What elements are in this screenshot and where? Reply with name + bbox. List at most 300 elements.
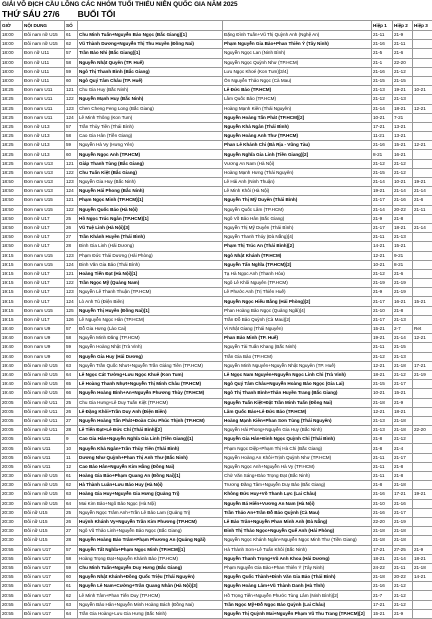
set-2-score: 8-21 <box>393 260 413 269</box>
table-row <box>1 306 432 315</box>
match-time: 18:25 <box>1 141 23 150</box>
match-number: 57 <box>65 325 78 334</box>
event-name: Đơn nữ U13 <box>23 122 65 131</box>
set-1-score: 11-21 <box>372 132 393 141</box>
player-b: Phan Bảo Minh (TP. Huế) <box>223 334 372 343</box>
table-row <box>1 352 432 361</box>
match-time: 18:25 <box>1 159 23 168</box>
set-1-score: 21-8 <box>372 435 393 444</box>
set-1-score: 21-11 <box>372 453 393 462</box>
set-1-score: 21-17 <box>372 315 393 324</box>
set-1-score: 10-21 <box>372 113 393 122</box>
player-b: Lê Minh Khôi (Hà Nội) <box>223 187 372 196</box>
match-number: 58 <box>65 334 78 343</box>
player-b: Trương Đăng Tâm+Nguyễn Duy Bảo (Bắc Giang) <box>223 481 372 490</box>
set-3-score: 15-21 <box>413 297 432 306</box>
set-3-score <box>413 40 432 49</box>
table-row <box>1 499 432 508</box>
event-name: Đơn nữ U13 <box>23 150 65 159</box>
set-2-score: 21-13 <box>393 233 413 242</box>
set-1-score: 17-21 <box>372 122 393 131</box>
player-b: Phạm Nguyễn Gia Bảo+Phan Thiên Ý (Tây Ninh) <box>223 563 372 572</box>
set-2-score: 21-13 <box>393 315 413 324</box>
set-3-score: 21-11 <box>413 205 432 214</box>
set-3-score: 12-21 <box>413 141 432 150</box>
table-row <box>1 609 432 618</box>
match-time: 20:55 <box>1 554 23 563</box>
set-1-score: 19-21 <box>372 187 393 196</box>
event-name: Đôi nam nữ U15 <box>23 31 65 40</box>
set-1-score: 21-12 <box>372 95 393 104</box>
table-row <box>1 40 432 49</box>
col-player-a <box>78 21 223 31</box>
set-3-score: 17-21 <box>413 361 432 370</box>
table-row <box>1 178 432 187</box>
set-1-score: 21-5 <box>372 49 393 58</box>
event-name: Đơn nữ U17 <box>23 297 65 306</box>
event-name: Đôi nam U11 <box>23 462 65 471</box>
set-2-score: 21-8 <box>393 214 413 223</box>
set-1-score: 21-13 <box>372 416 393 425</box>
match-time: 19:15 <box>1 315 23 324</box>
set-1-score: 12-21 <box>372 251 393 260</box>
event-name: Đôi nam nữ U15 <box>23 481 65 490</box>
player-b: Phạm Thị Trúc An (Thái Bình)[2] <box>223 242 372 251</box>
set-2-score: 21-12 <box>393 67 413 76</box>
match-number: 28 <box>65 536 78 545</box>
player-b: Lê Hải Anh (Ninh Thuận) <box>223 178 372 187</box>
table-row <box>1 591 432 600</box>
set-3-score <box>413 214 432 223</box>
match-number: 10 <box>65 444 78 453</box>
match-number: 64 <box>65 370 78 379</box>
set-3-score <box>413 453 432 462</box>
player-b: Nguyễn Hải Phong+Nguyễn Gia Huy (Bắc Ninh) <box>223 426 372 435</box>
match-time: 18:25 <box>1 113 23 122</box>
table-row <box>1 325 432 334</box>
set-3-score <box>413 49 432 58</box>
match-time: 18:50 <box>1 178 23 187</box>
set-3-score <box>413 168 432 177</box>
set-2-score: 16-21 <box>393 150 413 159</box>
event-name: Đơn nữ U11 <box>23 67 65 76</box>
table-row <box>1 444 432 453</box>
match-number: 123 <box>65 288 78 297</box>
event-name: Đơn nữ U17 <box>23 223 65 232</box>
table-row <box>1 600 432 609</box>
player-b: Nguyễn Nghĩa Gia Linh (Tiền Giang)[2] <box>223 150 372 159</box>
event-name: Đơn nữ U11 <box>23 58 65 67</box>
player-b: Nguyễn Ngọc Khánh Ngân+Nguyễn Ngọc Minh Thư (Tiền Giang) <box>223 536 372 545</box>
event-name: Đơn nam U13 <box>23 168 65 177</box>
set-2-score: 21-18 <box>393 361 413 370</box>
player-b: Lâm Quốc Bảo (TP.HCM) <box>223 95 372 104</box>
set-1-score: 21-18 <box>372 527 393 536</box>
set-2-score: 13-21 <box>393 132 413 141</box>
event-name: Đôi nam nữ U11 <box>23 416 65 425</box>
match-time: 18:25 <box>1 132 23 141</box>
set-1-score: 21-16 <box>372 67 393 76</box>
match-time: 19:40 <box>1 389 23 398</box>
set-1-score: 21-13 <box>372 86 393 95</box>
match-time: 19:15 <box>1 251 23 260</box>
set-3-score <box>413 407 432 416</box>
player-a: Phạm Đức Thái Dương (Hải Phòng) <box>78 251 223 260</box>
set-2-score: 21-16 <box>393 196 413 205</box>
player-a: Chu Minh Tuấn+Nguyễn Duy Hưng (Bắc Giang) <box>78 563 223 572</box>
match-time: 18:25 <box>1 122 23 131</box>
table-row <box>1 435 432 444</box>
match-number: 64 <box>65 499 78 508</box>
table-row <box>1 297 432 306</box>
set-1-score: 21-8 <box>372 481 393 490</box>
set-1-score: 21-9 <box>372 288 393 297</box>
set-1-score: 21-17 <box>372 297 393 306</box>
table-row <box>1 233 432 242</box>
match-time: 19:15 <box>1 269 23 278</box>
set-2-score: 21-16 <box>393 499 413 508</box>
schedule-table <box>0 20 432 619</box>
set-1-score: 21-17 <box>372 196 393 205</box>
player-a: Trần Bảo Nhi (Bắc Giang)[1] <box>78 49 223 58</box>
table-row <box>1 426 432 435</box>
table-row <box>1 104 432 113</box>
table-row <box>1 113 432 122</box>
match-number: 122 <box>65 95 78 104</box>
player-b: Ngô Lê Khôi Nguyên (TP.HCM) <box>223 279 372 288</box>
event-name: Đôi nam nữ U11 <box>23 426 65 435</box>
match-number: 126 <box>65 315 78 324</box>
set-1-score: 18-21 <box>372 370 393 379</box>
set-3-score: 12-21 <box>413 334 432 343</box>
match-time: 18:00 <box>1 67 23 76</box>
set-2-score: 21-12 <box>393 159 413 168</box>
set-2-score: 15-21 <box>393 242 413 251</box>
event-name: Đơn nữ U17 <box>23 279 65 288</box>
set-1-score: 19-21 <box>372 334 393 343</box>
set-2-score: 19-21 <box>393 86 413 95</box>
set-3-score: 21-18 <box>413 563 432 572</box>
set-3-score: 21-19 <box>413 370 432 379</box>
col-set-2: Hiệp 2 <box>393 21 413 31</box>
match-number: 65 <box>65 380 78 389</box>
set-2-score: 21-12 <box>393 600 413 609</box>
player-b: Lê Ngọc Nam Nguyên+Nguyễn Ngọc Linh Chi (Trà Vinh) <box>223 370 372 379</box>
table-row <box>1 573 432 582</box>
event-name: Đơn nam U11 <box>23 86 65 95</box>
player-a: Nguyễn Hà Vy (Hưng Yên) <box>78 141 223 150</box>
match-number: 59 <box>65 343 78 352</box>
set-2-score: 21-6 <box>393 269 413 278</box>
player-b: Vi Nhật Giang (Thái Nguyên) <box>223 325 372 334</box>
set-3-score: 12-21 <box>413 104 432 113</box>
player-a: Nguyễn Bảo Hân+Nguyễn Minh Hoàng Bách (Đồng Nai) <box>78 600 223 609</box>
event-name: Đơn nữ U17 <box>23 242 65 251</box>
table-row <box>1 527 432 536</box>
event-name: Đơn nam U9 <box>23 343 65 352</box>
table-row <box>1 380 432 389</box>
match-time: 19:40 <box>1 325 23 334</box>
player-a: Lò Anh Tú (Điện Biên) <box>78 297 223 306</box>
table-row <box>1 563 432 572</box>
set-2-score: 21-17 <box>393 508 413 517</box>
player-a: Cao Gia Hân (Tiền Giang) <box>78 132 223 141</box>
set-2-score: 2-7 <box>393 325 413 334</box>
table-row <box>1 205 432 214</box>
event-name: Đơn nữ U17 <box>23 233 65 242</box>
player-a: Trần Gia Hoàng+Lưu Gia Hưng (Bắc Ninh) <box>78 609 223 618</box>
set-3-score <box>413 343 432 352</box>
player-a: Nguyễn Gia Huy (Bắc Ninh) <box>78 178 223 187</box>
set-3-score <box>413 288 432 297</box>
event-name: Đôi nam nữ U15 <box>23 389 65 398</box>
player-b: Trần Ngọc Mỹ+Đỗ Ngọc Bảo Quỳnh (Lai Châu) <box>223 600 372 609</box>
match-number: 121 <box>65 159 78 168</box>
set-1-score: 21-8 <box>372 444 393 453</box>
match-time: 19:40 <box>1 370 23 379</box>
match-time: 18:00 <box>1 49 23 58</box>
match-time: 19:15 <box>1 306 23 315</box>
set-2-score: 21-18 <box>393 536 413 545</box>
player-b: Phan Lê Khánh Chi (Bà Rịa - Vũng Tàu) <box>223 141 372 150</box>
set-3-score <box>413 462 432 471</box>
table-row <box>1 462 432 471</box>
player-a: Hoàng Trọng Đạt+Nguyễn Khánh Bảo (TP.HCM) <box>78 554 223 563</box>
match-time: 18:25 <box>1 168 23 177</box>
match-time: 18:25 <box>1 104 23 113</box>
match-number: 124 <box>65 260 78 269</box>
match-time: 18:50 <box>1 233 23 242</box>
set-1-score: 21-14 <box>372 104 393 113</box>
event-name: Đơn nam U9 <box>23 325 65 334</box>
player-a: Nguyễn Tất Nghĩa+Phạm Ngọc Minh (TP.HCM)[1] <box>78 545 223 554</box>
event-name: Đôi nam U17 <box>23 600 65 609</box>
player-b: Đặng Đình Tuấn+Vũ Thị Quỳnh Anh (Nghệ An) <box>223 31 372 40</box>
player-a: Nguyễn Gia Huy (Hải Dương) <box>78 352 223 361</box>
match-time: 20:05 <box>1 398 23 407</box>
set-3-score <box>413 508 432 517</box>
set-2-score: 21-13 <box>393 352 413 361</box>
set-3-score <box>413 76 432 85</box>
set-2-score: 16-21 <box>393 297 413 306</box>
match-number: 27 <box>65 527 78 536</box>
table-row <box>1 196 432 205</box>
player-b: Phan Hoàng Bảo Ngọc (Quảng Ngãi)[4] <box>223 306 372 315</box>
set-2-score: 22-20 <box>393 58 413 67</box>
set-2-score: 21-9 <box>393 609 413 618</box>
table-row <box>1 67 432 76</box>
player-b: Nguyễn Quốc Thành+Đinh Văn Gia Bảo (Thái Bình) <box>223 573 372 582</box>
set-1-score: 17-21 <box>372 600 393 609</box>
player-b: Ngô Quý Tâm Châu+Nguyễn Hoàng Bảo Ngọc (Gia Lai) <box>223 380 372 389</box>
table-row <box>1 288 432 297</box>
player-a: Cao Gia Hân+Nguyễn Nghĩa Gia Linh (Tiền Giang)[1] <box>78 435 223 444</box>
set-3-score <box>413 132 432 141</box>
match-time: 20:05 <box>1 426 23 435</box>
player-a: Lê Hoàng Thanh Nhựt+Nguyễn Thị Minh Châu (TP.HCM) <box>78 380 223 389</box>
table-row <box>1 490 432 499</box>
table-row <box>1 168 432 177</box>
event-name: Đôi nam U11 <box>23 453 65 462</box>
event-name: Đơn nữ U17 <box>23 288 65 297</box>
match-number: 59 <box>65 141 78 150</box>
player-a: Nguyễn Lê Nam+Cường+Trần Quang Nhân (Hà Nội)[3] <box>78 582 223 591</box>
match-number: 63 <box>65 490 78 499</box>
set-1-score: 21-15 <box>372 76 393 85</box>
set-2-score: 21-18 <box>393 481 413 490</box>
player-b: Nguyễn Tuấn Kiệt+Đặt Trần Minh Tuấn (Đồng Nai) <box>223 398 372 407</box>
player-b: Lê Phước Anh (Trị Thiên Huế) <box>223 288 372 297</box>
set-1-score: 21-16 <box>372 40 393 49</box>
set-1-score: 21-7 <box>372 591 393 600</box>
set-1-score: 21-9 <box>372 214 393 223</box>
set-3-score <box>413 591 432 600</box>
match-number: 28 <box>65 242 78 251</box>
match-number: 122 <box>65 205 78 214</box>
set-2-score: 21-14 <box>393 554 413 563</box>
set-2-score: 18-21 <box>393 104 413 113</box>
set-3-score <box>413 398 432 407</box>
set-3-score <box>413 150 432 159</box>
set-2-score: 21-12 <box>393 582 413 591</box>
player-a: Nguyễn Ngọc Trâm Anh+Trần Lê Bảo Lam (Quảng Trị) <box>78 508 223 517</box>
table-row <box>1 49 432 58</box>
col-time: GIỜ <box>1 21 23 31</box>
match-time: 19:15 <box>1 279 23 288</box>
match-time: 18:50 <box>1 196 23 205</box>
match-number: 63 <box>65 361 78 370</box>
match-time: 19:15 <box>1 288 23 297</box>
match-number: 124 <box>65 113 78 122</box>
player-a: Nguyễn Lê Thanh Thuận (TP.HCM) <box>78 288 223 297</box>
event-name: Đơn nữ U13 <box>23 141 65 150</box>
match-number: 26 <box>65 407 78 416</box>
set-3-score <box>413 527 432 536</box>
match-time: 18:50 <box>1 214 23 223</box>
set-3-score <box>413 67 432 76</box>
event-name: Đôi nam U17 <box>23 554 65 563</box>
event-name: Đôi nữ U15 <box>23 517 65 526</box>
table-row <box>1 251 432 260</box>
player-a: Nguyễn Hoàng Bình+An+Nguyễn Phương Thùy (TP.HCM) <box>78 389 223 398</box>
player-a: Đinh Văn Gia Bảo (Thái Bình) <box>78 260 223 269</box>
match-number: 58 <box>65 58 78 67</box>
set-1-score: 21-11 <box>372 233 393 242</box>
set-2-score: 21-11 <box>393 563 413 572</box>
set-1-score: 21-11 <box>372 462 393 471</box>
match-time: 20:05 <box>1 453 23 462</box>
event-name: Đôi nam U17 <box>23 563 65 572</box>
match-time: 19:40 <box>1 343 23 352</box>
match-number: 122 <box>65 279 78 288</box>
set-1-score: 21-12 <box>372 269 393 278</box>
event-name: Đôi nữ U15 <box>23 527 65 536</box>
set-1-score: 21-19 <box>372 279 393 288</box>
player-a: Nguyễn Trần Quốc Nhưt+Nguyễn Trần Giáng Tiên (TP.HCM) <box>78 361 223 370</box>
event-name: Đôi nam nữ U11 <box>23 398 65 407</box>
set-1-score: 21-16 <box>372 490 393 499</box>
set-2-score: 21-19 <box>393 517 413 526</box>
table-row <box>1 361 432 370</box>
match-time: 19:40 <box>1 352 23 361</box>
set-3-score <box>413 435 432 444</box>
player-a: Chu Minh Tuấn+Nguyễn Bảo Ngọc (Bắc Giang)[1] <box>78 31 223 40</box>
player-a: Chen Cheng Feng Long (Bắc Giang) <box>78 104 223 113</box>
set-3-score <box>413 444 432 453</box>
player-a: Lê Minh Tâm+Phan Tiến Duy (TP.HCM) <box>78 591 223 600</box>
event-name: Đôi nam U17 <box>23 591 65 600</box>
set-3-score <box>413 95 432 104</box>
set-2-score: 21-15 <box>393 343 413 352</box>
match-time: 18:50 <box>1 242 23 251</box>
set-3-score: 21-6 <box>413 196 432 205</box>
player-b: Ngô Thị Thanh Bình+Thân Huyền Trang (Bắc Giang) <box>223 389 372 398</box>
event-name: Đơn nữ U11 <box>23 76 65 85</box>
set-1-score: 21-11 <box>372 472 393 481</box>
player-b: Lê Đức Bảo (TP.HCM) <box>223 86 372 95</box>
set-2-score: 21-19 <box>393 288 413 297</box>
table-row <box>1 472 432 481</box>
match-time: 18:25 <box>1 150 23 159</box>
player-a: Ngô Thị Thanh Bình (Bắc Giang) <box>78 67 223 76</box>
set-1-score: 12-21 <box>372 407 393 416</box>
match-number: 57 <box>65 49 78 58</box>
col-set-3: Hiệp 3 <box>413 21 432 31</box>
table-row <box>1 58 432 67</box>
table-row <box>1 453 432 462</box>
player-a: Phạm Ngọc Minh (TP.HCM)[1] <box>78 196 223 205</box>
player-a: Ngô Quý Tâm Châu (TP. Huế) <box>78 76 223 85</box>
player-b: Nguyễn Ngọc Anh+Nguyễn Hà Vy (TP.HCM) <box>223 462 372 471</box>
set-1-score: 22-20 <box>372 517 393 526</box>
col-event: NỘI DUNG <box>23 21 65 31</box>
player-b: Hồ Trọng Tiến+Nguyễn Phước Tùng Lâm (Ninh Bình)[2] <box>223 591 372 600</box>
set-3-score <box>413 315 432 324</box>
match-time: 20:30 <box>1 517 23 526</box>
set-3-score <box>413 31 432 40</box>
match-number: 57 <box>65 545 78 554</box>
session-label: BUỔI TỐI <box>78 9 116 20</box>
set-1-score: 21-12 <box>372 159 393 168</box>
set-2-score: 21-17 <box>393 380 413 389</box>
match-number: 121 <box>65 269 78 278</box>
event-name: Đôi nam U11 <box>23 435 65 444</box>
player-a: Hồ Ngọc Trúc Ngân (TP.HCM)[1] <box>78 214 223 223</box>
player-b: Vương An Nam (Hà Nội) <box>223 159 372 168</box>
set-3-score <box>413 233 432 242</box>
match-time: 18:00 <box>1 31 23 40</box>
table-row <box>1 150 432 159</box>
event-name: Đơn nữ U11 <box>23 49 65 58</box>
day-label: THỨ SÁU 27/6 <box>2 9 60 20</box>
player-b: Ngô Nhật Khánh (TP.HCM) <box>223 251 372 260</box>
set-3-score <box>413 499 432 508</box>
player-a: Lê Minh Thông (Kon Tum) <box>78 113 223 122</box>
table-row <box>1 279 432 288</box>
set-2-score: 21-13 <box>393 95 413 104</box>
event-name: Đơn nữ U13 <box>23 132 65 141</box>
player-a: Giáp Thanh Tùng (Bắc Giang) <box>78 159 223 168</box>
set-2-score: 10-21 <box>393 178 413 187</box>
match-number: 26 <box>65 223 78 232</box>
table-header <box>1 21 432 31</box>
set-3-score <box>413 306 432 315</box>
set-3-score: 19-21 <box>413 490 432 499</box>
set-2-score: 15-21 <box>393 141 413 150</box>
player-b: Không Đức Huy+Võ Thanh Lực (Lai Châu) <box>223 490 372 499</box>
event-name: Đôi nam nữ U15 <box>23 370 65 379</box>
player-b: Hà Thành Sơn+Lê Tuấn Khôi (Bắc Ninh) <box>223 545 372 554</box>
